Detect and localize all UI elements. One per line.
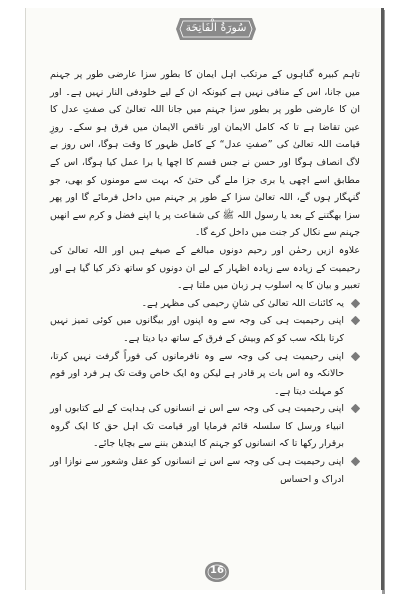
bullet-text: اپنی رحیمیت ہی کی وجہ سے اس نے انسانوں کو عقل وشعور سے نوازا اور ادراک و احساس	[50, 456, 344, 485]
surah-title: سُورَةُ الْفَاتِحَة	[185, 21, 247, 34]
diamond-bullet-icon	[351, 457, 361, 467]
page-number-badge	[204, 561, 230, 583]
bullet-item-3	[50, 348, 360, 401]
bullet-item-2	[50, 312, 360, 347]
paragraph-1: تاہم کبیرہ گناہوں کے مرتکب اہل ایمان کا بطور سزا عارضی طور پر جہنم میں جانا، اس کے منافی نہیں ہے کیونکہ ان کے لیے خلودفی النار نہیں ہے۔ اور ان کا عارضی طور پر بطور سزا جہنم میں جانا اللہ تعالیٰ کی صفتِ عدل کا عین تقاضا ہے تا کہ کامل الایمان اور ناقص الایمان میں فرق ہو سکے۔ روزِ قیامت اللہ تعالیٰ کی ”صفتِ عدل“ کے کامل ظہور کا وقت ہوگا، اس روز بے لاگ انصاف ہوگا اور حسن نے جس قسم کا اچھا یا برا عمل کیا ہوگا، اس کے مطابق اسے اچھی یا بری جزا ملے گی حتیٰ کہ بہت سے مومنوں کو بھی، جو گنہگار ہوں گے، اللہ تعالیٰ سزا کے طور پر جہنم میں داخل فرمائے گا اور پھر سزا بھگتنے کے بعد یا رسول اللہ ﷺ کی شفاعت پر یا اپنے فضل و کرم سے انھیں جہنم سے نکال کر جنت میں داخل کرے گا۔	[50, 69, 360, 239]
bullet-list	[50, 295, 360, 489]
diamond-bullet-icon	[351, 351, 361, 361]
diamond-bullet-icon	[351, 404, 361, 414]
paragraph-2: علاوہ ازیں رحمٰن اور رحیم دونوں مبالغے کے صیغے ہیں اور اللہ تعالیٰ کی رحیمیت کے زیادہ سے زیادہ اظہار کے لیے ان دونوں کو ساتھ ذکر کیا گیا ہے اور تعبیر و بیان کا یہ اسلوب ہر زبان میں ملتا ہے۔	[50, 244, 360, 292]
page-number: 16	[210, 565, 224, 576]
bullet-text: اپنی رحیمیت ہی کی وجہ سے وہ نافرمانوں کی فوراً گرفت نہیں کرتا، حالانکہ وہ اس بات پر قادر ہے لیکن وہ ایک خاص وقت تک ہر فرد اور قوم کو مہلت دیتا ہے۔	[50, 350, 344, 397]
bullet-text: اپنی رحیمیت ہی کی وجہ سے اس نے انسانوں کی ہدایت کے لیے کتابوں اور انبیاء ورسل کا سلسلہ قائم فرمایا اور قیامت تک اہل حق کا ایک گروہ برقرار رکھا تا کہ انسانوں کو جہنم کا ایندھن بننے سے بچایا جائے۔	[50, 403, 344, 450]
page-body	[50, 66, 360, 488]
diamond-bullet-icon	[351, 316, 361, 326]
bullet-item-1	[50, 295, 360, 313]
diamond-bullet-icon	[351, 298, 361, 308]
bullet-text: اپنی رحیمیت ہی کی وجہ سے وہ اپنوں اور بیگانوں میں کوئی تمیز نہیں کرتا بلکہ سب کو کم وبیش کے فرق کے ساتھ دیا دیتا ہے۔	[50, 315, 344, 344]
book-page	[25, 8, 384, 590]
bullet-item-4	[50, 400, 360, 453]
bullet-text: یہ کائنات اللہ تعالیٰ کی شانِ رحیمی کی مظہر ہے۔	[141, 297, 344, 309]
surah-header-badge	[176, 14, 256, 44]
bullet-item-5	[50, 453, 360, 488]
